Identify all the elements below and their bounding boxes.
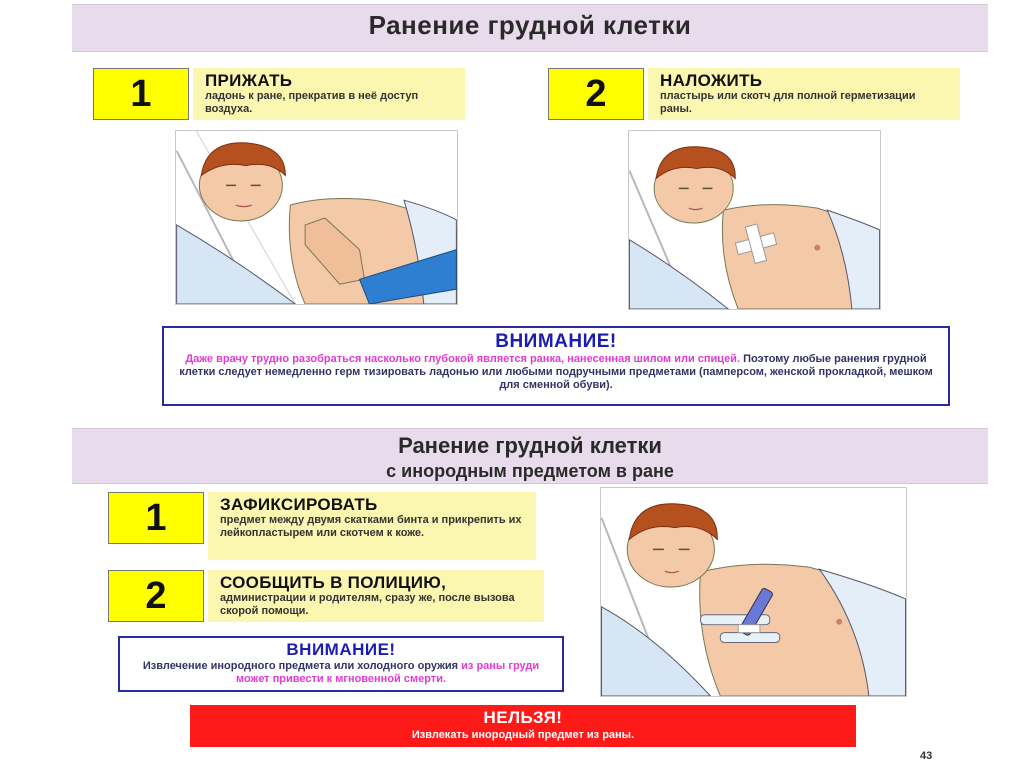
- step-heading: НАЛОЖИТЬ: [660, 71, 763, 90]
- warning-text-highlight: Даже врачу трудно разобраться насколько глубокой является ранка, нанесенная шилом или спицей.: [185, 353, 741, 365]
- step-apply: [548, 68, 960, 120]
- warning-title: ВНИМАНИЕ!: [495, 331, 617, 352]
- step-text-box: [648, 68, 960, 120]
- warning-title: ВНИМАНИЕ!: [286, 640, 396, 659]
- step-heading: СООБЩИТЬ В ПОЛИЦИЮ,: [220, 573, 447, 592]
- warning-box-2: [118, 636, 564, 692]
- illustration-press-palm: [175, 130, 458, 305]
- warning-text: [120, 660, 562, 686]
- step-description: администрации и родителям, сразу же, после вызова скорой помощи.: [220, 592, 515, 617]
- warning-text-body: Поэтому любые ранения грудной клетки следует немедленно герм тизировать ладонью или любыми подручными предметами (памперсом, женской прокладкой, мешком для сменной обуви).: [179, 353, 933, 391]
- patient-press-palm-icon: [176, 131, 457, 304]
- section1-banner: [72, 4, 988, 52]
- warning-box-1: [162, 326, 950, 406]
- prohibition-box: [190, 705, 856, 747]
- step-description: пластырь или скотч для полной герметизации раны.: [660, 90, 916, 115]
- step-description: ладонь к ране, прекратив в неё доступ воздуха.: [205, 90, 419, 115]
- section1-title: Ранение грудной клетки: [368, 10, 692, 40]
- section2-banner: [72, 428, 988, 484]
- section2-title: Ранение грудной клетки: [398, 433, 662, 458]
- prohibition-text: Извлекать инородный предмет из раны.: [411, 729, 635, 741]
- step-text-box: [208, 570, 544, 622]
- step-call-police: [108, 570, 544, 622]
- step-number: 1: [108, 492, 204, 544]
- patient-fixed-object-icon: [601, 488, 906, 696]
- step-fix-object: [108, 492, 536, 560]
- warning-text: [164, 353, 948, 392]
- page-number: 43: [920, 750, 933, 762]
- step-number: 2: [108, 570, 204, 622]
- step-text-box: [208, 492, 536, 560]
- warning-text-body: Извлечение инородного предмета или холодного оружия: [142, 660, 462, 672]
- step-heading: ЗАФИКСИРОВАТЬ: [220, 495, 378, 514]
- warning-text-highlight: из раны груди может привести к мгновенной смерти.: [235, 660, 540, 685]
- illustration-plaster: [628, 130, 881, 310]
- illustration-fixed-object: [600, 487, 907, 697]
- patient-plaster-icon: [629, 131, 880, 309]
- section2-subtitle: с инородным предметом в ране: [386, 461, 674, 481]
- step-heading: ПРИЖАТЬ: [205, 71, 293, 90]
- step-press: [93, 68, 465, 120]
- step-description: предмет между двумя скатками бинта и прикрепить их лейкопластырем или скотчем к коже.: [220, 514, 522, 539]
- prohibition-title: НЕЛЬЗЯ!: [483, 708, 563, 727]
- step-number: 2: [548, 68, 644, 120]
- step-number: 1: [93, 68, 189, 120]
- step-text-box: [193, 68, 465, 120]
